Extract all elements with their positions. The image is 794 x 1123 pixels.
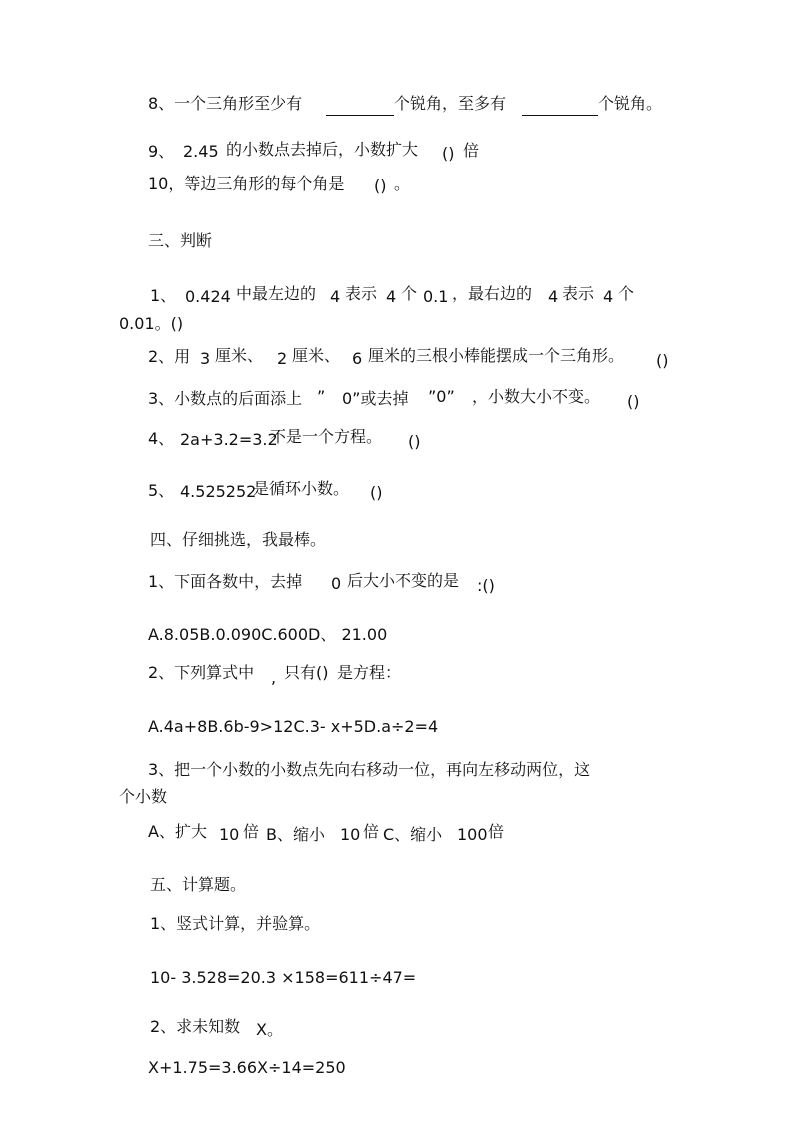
judge5-number: 5、 (148, 481, 175, 500)
calc2-heading: 2、求未知数 (150, 1017, 241, 1036)
judge1-value: 0.424 (185, 287, 231, 306)
judge1-text-4: ，最右边的 (452, 284, 533, 303)
choice3-opt-b: B、缩小 (266, 825, 325, 844)
judge2-text-4: 厘米的三根小棒能摆成一个三角形。 (368, 346, 625, 365)
q9-text: 的小数点去掉后，小数扩大 (226, 140, 419, 159)
q9-value: 2.45 (183, 142, 219, 161)
choice3-opt-a-num: 10 (219, 825, 240, 844)
choice3-opt-c-num: 100 (457, 825, 488, 844)
judge4-equation: 2a+3.2=3.2 (180, 430, 278, 449)
choice3-opt-a: A、扩大 (148, 822, 207, 841)
calc2-equations: X+1.75=3.66X÷14=250 (148, 1058, 346, 1077)
choice3-opt-c-unit: 倍 (488, 822, 505, 841)
calc1-heading: 1、竖式计算，并验算。 (150, 914, 321, 933)
judge1-digit-3: 4 (548, 287, 559, 306)
choice1-text-1: 1、下面各数中，去掉 (148, 572, 303, 591)
section-5-heading: 五、计算题。 (150, 875, 247, 894)
choice2-options: A.4a+8B.6b-9>12C.3- x+5D.a÷2=4 (148, 717, 439, 736)
section-4-heading: 四、仔细挑选，我最棒。 (150, 530, 327, 549)
judge2-text-3: 厘米、 (292, 346, 341, 365)
judge1-continuation: 0.01。() (119, 314, 184, 333)
choice2-text-2: 只有() (284, 663, 329, 682)
q10-text: 10，等边三角形的每个角是 (148, 174, 345, 193)
q8-text-3: 个锐角。 (598, 94, 663, 113)
judge3-text-1: 3、小数点的后面添上 (148, 389, 303, 408)
q8-blank-1[interactable] (326, 115, 394, 116)
q10-end: 。 (394, 174, 411, 193)
q8-text-1: 8、一个三角形至少有 (148, 94, 303, 113)
judge2-text-1: 2、用 (148, 347, 191, 366)
choice1-zero: 0 (331, 574, 342, 593)
choice1-paren[interactable]: :() (477, 576, 495, 595)
choice2-comma: , (271, 668, 277, 687)
choice2-text-3: 是方程： (337, 663, 402, 682)
judge5-value: 4.525252 (180, 482, 257, 501)
q10-paren[interactable]: () (374, 176, 387, 195)
judge1-text-3: 个 (401, 284, 418, 303)
calc1-equations: 10- 3.528=20.3 ×158=611÷47= (150, 968, 417, 987)
judge2-paren[interactable]: () (656, 351, 669, 370)
judge4-paren[interactable]: () (408, 432, 421, 451)
choice3-text-2: 个小数 (119, 787, 168, 806)
judge5-text: 是循环小数。 (253, 479, 350, 498)
section-3-heading: 三、判断 (148, 231, 213, 250)
judge2-num-2: 2 (277, 349, 288, 368)
q9-paren[interactable]: () (442, 144, 455, 163)
judge3-quote: ” (317, 387, 326, 406)
judge2-num-3: 6 (352, 349, 363, 368)
judge2-num-1: 3 (200, 349, 211, 368)
judge3-paren[interactable]: () (627, 392, 640, 411)
judge1-digit-1: 4 (330, 287, 341, 306)
judge1-digit-4: 4 (603, 287, 614, 306)
judge1-digit-2: 4 (386, 287, 397, 306)
choice3-text-1: 3、把一个小数的小数点先向右移动一位，再向左移动两位，这 (148, 760, 591, 779)
judge1-text-2: 表示 (345, 284, 378, 303)
judge1-number: 1、 (150, 286, 177, 305)
judge1-text-1: 中最左边的 (236, 284, 317, 303)
judge3-text-3: ”0” (428, 387, 455, 406)
judge1-text-6: 个 (618, 284, 635, 303)
judge4-text: 不是一个方程。 (270, 427, 383, 446)
choice2-text-1: 2、下列算式中 (148, 663, 255, 682)
choice3-opt-b-unit: 倍 (363, 822, 380, 841)
judge3-text-4: ，小数大小不变。 (472, 387, 601, 406)
choice3-opt-c: C、缩小 (383, 825, 443, 844)
q8-text-2: 个锐角，至多有 (394, 94, 507, 113)
judge2-text-2: 厘米、 (215, 346, 264, 365)
judge1-text-5: 表示 (562, 284, 595, 303)
calc2-variable: X。 (256, 1020, 283, 1039)
judge4-number: 4、 (148, 429, 175, 448)
choice1-text-2: 后大小不变的是 (347, 571, 460, 590)
judge1-value-2: 0.1 (423, 287, 449, 306)
judge5-paren[interactable]: () (370, 483, 383, 502)
choice1-options: A.8.05B.0.090C.600D、 21.00 (148, 625, 388, 644)
q8-blank-2[interactable] (522, 115, 598, 116)
choice3-opt-b-num: 10 (340, 825, 361, 844)
choice3-opt-a-unit: 倍 (243, 822, 260, 841)
q9-unit: 倍 (463, 141, 480, 160)
q9-number: 9、 (148, 142, 175, 161)
judge3-text-2: 0”或去掉 (342, 389, 409, 408)
